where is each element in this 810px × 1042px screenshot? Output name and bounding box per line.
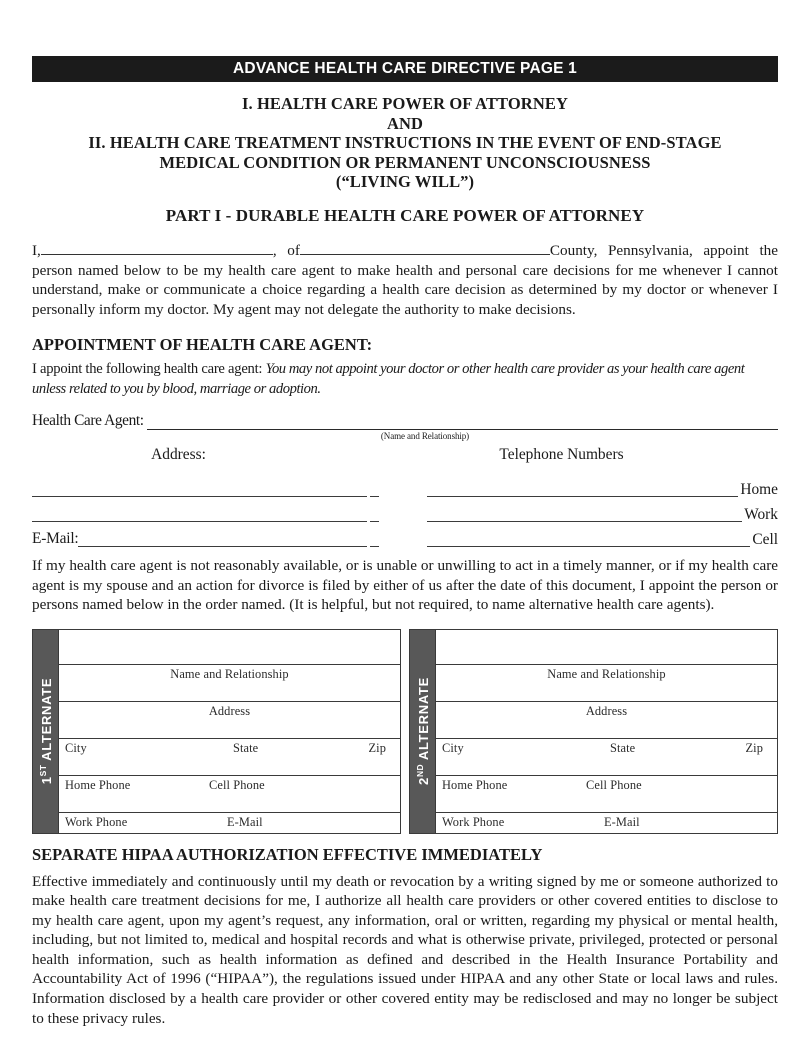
hipaa-heading: SEPARATE HIPAA AUTHORIZATION EFFECTIVE IMMEDIATELY <box>32 844 543 864</box>
email-line-tick <box>370 531 379 547</box>
health-care-agent-caption: (Name and Relationship) <box>380 431 470 441</box>
contact-line-row-1 <box>32 472 778 497</box>
home-phone-cell <box>407 481 778 497</box>
table-row[interactable] <box>59 702 400 739</box>
telephone-heading: Telephone Numbers <box>499 446 624 463</box>
name-relationship-label: Name and Relationship <box>170 666 289 681</box>
document-headings <box>32 94 778 225</box>
table-row[interactable] <box>436 665 777 702</box>
contact-lines <box>32 472 778 547</box>
address-line-2-tick <box>370 506 379 522</box>
intro-i-label: I, <box>32 242 41 259</box>
cell-phone-input[interactable] <box>427 531 750 547</box>
table-row[interactable] <box>436 776 777 813</box>
table-row[interactable] <box>59 739 400 776</box>
work-phone-label: Work <box>744 506 778 523</box>
state-label: State <box>610 740 636 755</box>
intro-county-label: County, Pennsylvania, appoint <box>549 242 749 259</box>
page-title: ADVANCE HEALTH CARE DIRECTIVE PAGE 1 <box>233 60 577 77</box>
first-alternate-rows <box>59 630 400 833</box>
first-alternate-sidebar <box>33 630 59 833</box>
first-alternate-ordinal: 1 <box>38 776 54 785</box>
zip-label: Zip <box>745 740 763 755</box>
city-label: City <box>65 740 87 755</box>
second-alternate-word: ALTERNATE <box>415 677 431 761</box>
cell-phone-label: Cell Phone <box>586 777 642 792</box>
health-care-agent-input[interactable] <box>147 413 778 430</box>
second-alternate-ordinal: 2 <box>415 777 431 785</box>
address-line-1-tick <box>370 481 379 497</box>
health-care-agent-label: Health Care Agent: <box>32 412 144 429</box>
work-phone-label: Work Phone <box>65 814 128 829</box>
address-line-1-input[interactable] <box>32 481 367 497</box>
heading-line-2: AND <box>386 113 424 133</box>
health-care-agent-row <box>32 412 778 430</box>
appointment-heading: APPOINTMENT OF HEALTH CARE AGENT: <box>32 335 373 354</box>
address-line-2-input[interactable] <box>32 506 367 522</box>
page-title-bar <box>32 56 778 82</box>
home-phone-label: Home <box>740 481 778 498</box>
table-row[interactable] <box>436 702 777 739</box>
first-alternate-sidebar-label <box>37 678 53 785</box>
contact-line-row-3 <box>32 522 778 547</box>
table-row[interactable] <box>59 813 400 833</box>
second-alternate-ordinal-suffix: ND <box>414 763 425 778</box>
county-blank-field[interactable] <box>300 239 550 255</box>
home-phone-label: Home Phone <box>65 777 131 792</box>
appointment-italic-note: You may not appoint your doctor or other health care provider as your health care agent unless related to you by blood, marriage or adoption. <box>32 361 745 397</box>
alternate-tables <box>32 629 778 834</box>
intro-paragraph <box>32 239 778 319</box>
heading-line-3: II. HEALTH CARE TREATMENT INSTRUCTIONS IN THE EVENT OF END-STAGE <box>88 133 722 152</box>
hipaa-paragraph: Effective immediately and continuously until my death or revocation by a writing signed by me or someone authorized to make health care treatment decisions for me, I authorize all health care providers or other covered entities to disclose to my health care agent, upon my agent’s request, any information, oral or written, regarding my physical or mental health, including, but not limited to, medical and hospital records and what is otherwise private, privileged, protected or personal health information, such as health information as defined and described in the Health Insurance Portability and Accountability Act of 1996 (“HIPAA”), the regulations issued under HIPAA and any other State or local laws and rules. Information disclosed by a health care provider or other covered entity may be redisclosed and may no longer be subject to these privacy rules. <box>32 872 778 1027</box>
work-phone-label: Work Phone <box>442 814 505 829</box>
heading-line-5: (“LIVING WILL”) <box>335 172 475 191</box>
address-heading: Address: <box>151 446 206 463</box>
work-phone-cell <box>407 506 778 522</box>
contact-column-headings <box>32 445 778 465</box>
intro-body-text: the person named below to be my health care agent to make health and personal care decisions for me whenever I cannot understand, make or communicate a choice regarding a health care decision as determined by my doctor or whenever I personally inform my doctor. My agent may not delegate the authority to make decisions. <box>32 242 778 318</box>
second-alternate-sidebar-label <box>414 677 430 785</box>
zip-label: Zip <box>368 740 386 755</box>
contact-block <box>32 445 778 547</box>
name-blank-field[interactable] <box>41 239 273 255</box>
contact-line-row-2 <box>32 497 778 522</box>
cell-phone-label: Cell Phone <box>209 777 265 792</box>
first-alternate-table <box>32 629 401 834</box>
city-label: City <box>442 740 464 755</box>
table-row[interactable] <box>436 630 777 665</box>
address-line-2-cell <box>32 506 407 522</box>
alternate-agents-paragraph: If my health care agent is not reasonably available, or is unable or unwilling to act in a timely manner, or if my health care agent is my spouse and an action for divorce is filed by either of us after the date of this document, I appoint the person or persons named below in the order named. (It is helpful, but not required, to name alternative health care agents). <box>32 557 778 613</box>
appointment-lead-text: I appoint the following health care agent: <box>32 361 263 377</box>
table-row[interactable] <box>59 776 400 813</box>
heading-line-1: I. HEALTH CARE POWER OF ATTORNEY <box>242 94 568 113</box>
email-label: E-Mail: <box>32 530 79 547</box>
email-label: E-Mail <box>604 814 640 829</box>
cell-phone-label: Cell <box>752 531 778 548</box>
heading-line-4: MEDICAL CONDITION OR PERMANENT UNCONSCIOUSNESS <box>159 152 651 172</box>
first-alternate-ordinal-suffix: ST <box>37 764 48 777</box>
table-row[interactable] <box>59 630 400 665</box>
intro-of-label: , of <box>272 242 300 259</box>
table-row[interactable] <box>436 813 777 833</box>
address-label: Address <box>208 703 251 718</box>
second-alternate-table <box>409 629 778 834</box>
home-phone-label: Home Phone <box>442 777 508 792</box>
first-alternate-word: ALTERNATE <box>38 677 54 761</box>
email-label: E-Mail <box>227 814 263 829</box>
part-heading: PART I - DURABLE HEALTH CARE POWER OF ATTORNEY <box>165 205 645 225</box>
email-input[interactable] <box>78 531 367 547</box>
appointment-lead-line <box>32 359 778 399</box>
work-phone-input[interactable] <box>427 506 742 522</box>
cell-phone-cell <box>407 531 778 547</box>
table-row[interactable] <box>436 739 777 776</box>
email-cell <box>32 531 407 547</box>
address-line-1-cell <box>32 481 407 497</box>
table-row[interactable] <box>59 665 400 702</box>
second-alternate-rows <box>436 630 777 833</box>
name-relationship-label: Name and Relationship <box>547 666 666 681</box>
state-label: State <box>233 740 259 755</box>
home-phone-input[interactable] <box>427 481 738 497</box>
second-alternate-sidebar <box>410 630 436 833</box>
address-label: Address <box>585 703 628 718</box>
